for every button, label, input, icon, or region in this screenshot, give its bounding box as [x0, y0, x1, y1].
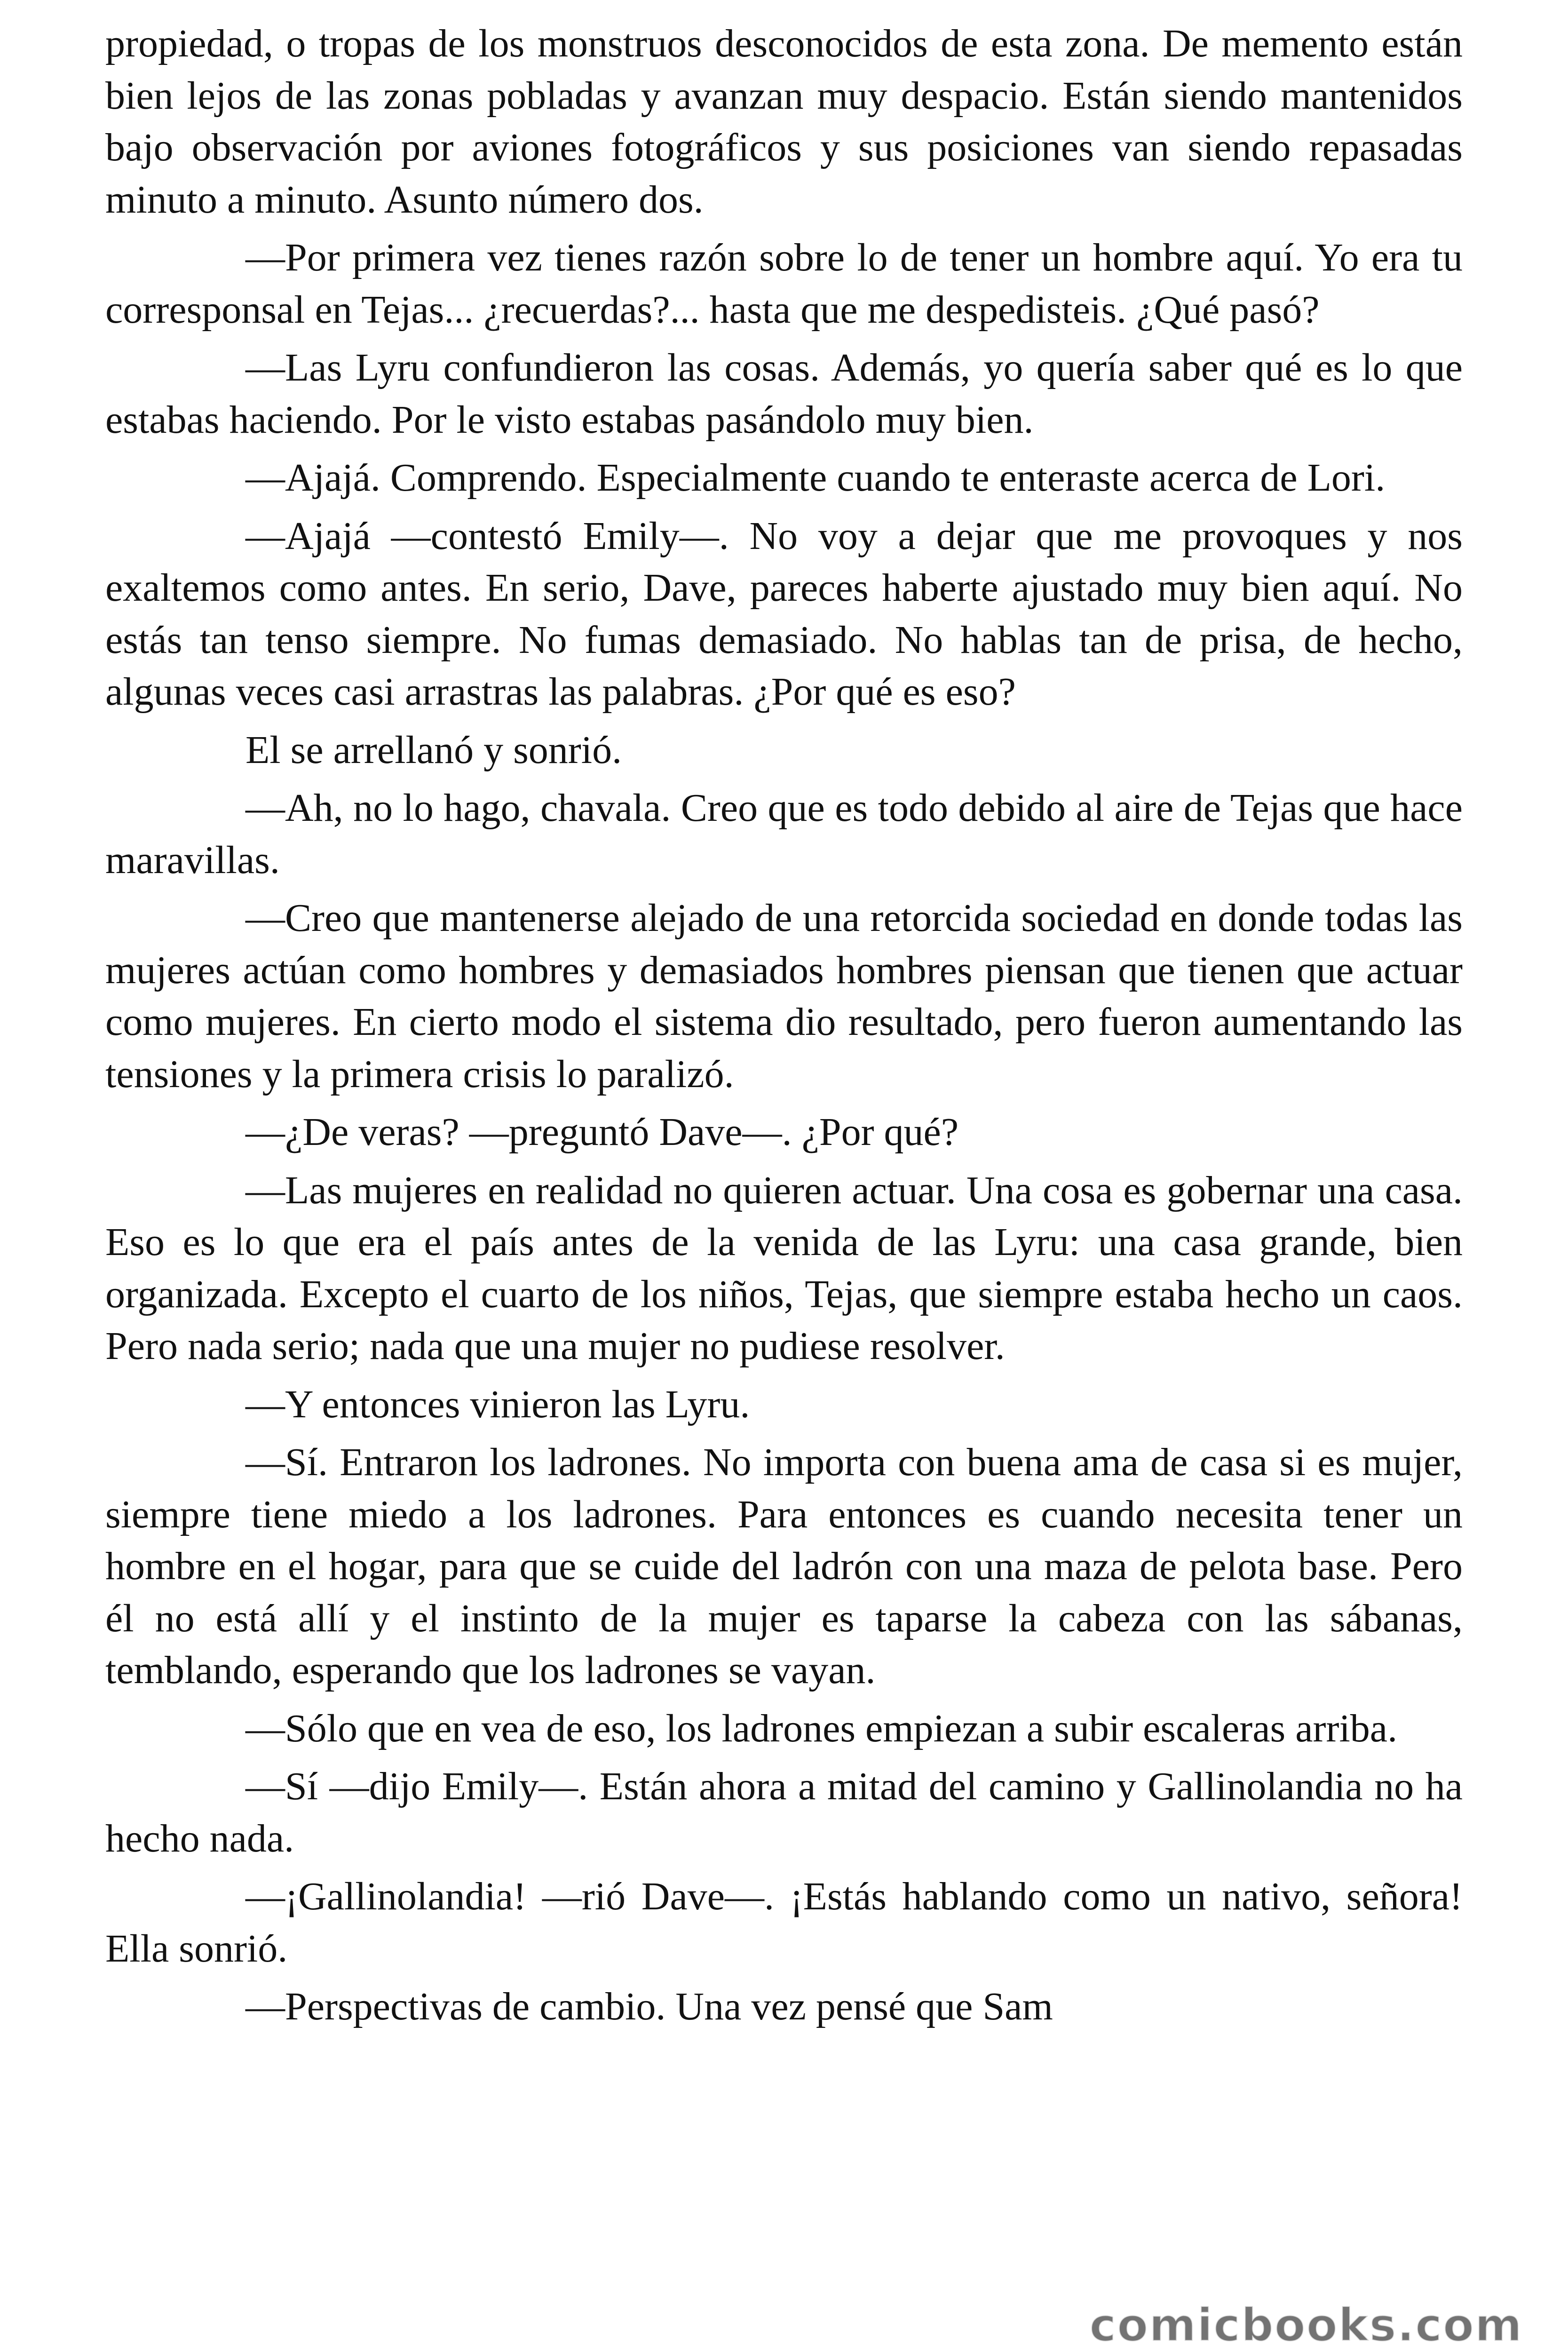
- paragraph-2: —Por primera vez tienes razón sobre lo de tener un hombre aquí. Yo era tu corresponsal en Tejas... ¿recuerdas?... hasta que me despedisteis. ¿Qué pasó?: [105, 236, 1463, 332]
- paragraph-7: —Ah, no lo hago, chavala. Creo que es todo debido al aire de Tejas que hace maravillas.: [105, 786, 1463, 882]
- paragraph-3: —Las Lyru confundieron las cosas. Además, yo quería saber qué es lo que estabas haciendo. Por le visto estabas pasándolo muy bien.: [105, 346, 1463, 442]
- paragraph-5: —Ajajá —contestó Emily—. No voy a dejar que me provoques y nos exaltemos como antes. En serio, Dave, pareces haberte ajustado muy bien aquí. No estás tan tenso siempre. No fumas demasiado. No hablas tan de prisa, de hecho, algunas veces casi arrastras las palabras. ¿Por qué es eso?: [105, 514, 1463, 714]
- paragraph-11: —Y entonces vinieron las Lyru.: [245, 1382, 750, 1426]
- paragraph-14: —Sí —dijo Emily—. Están ahora a mitad del camino y Gallinolandia no ha hecho nada.: [105, 1764, 1463, 1860]
- text-body: [105, 18, 1463, 2039]
- paragraph-8: —Creo que mantenerse alejado de una retorcida sociedad en donde todas las mujeres actúan como hombres y demasiados hombres piensan que tienen que actuar como mujeres. En cierto modo el sistema dio resultado, pero fueron aumentando las tensiones y la primera crisis lo paralizó.: [105, 896, 1463, 1096]
- paragraph-10: —Las mujeres en realidad no quieren actuar. Una cosa es gobernar una casa. Eso es lo que era el país antes de la venida de las Lyru: una casa grande, bien organizada. Excepto el cuarto de los niños, Tejas, que siempre estaba hecho un caos. Pero nada serio; nada que una mujer no pudiese resolver.: [105, 1168, 1463, 1368]
- paragraph-9: —¿De veras? —preguntó Dave—. ¿Por qué?: [245, 1110, 959, 1154]
- paragraph-12: —Sí. Entraron los ladrones. No importa con buena ama de casa si es mujer, siempre tiene miedo a los ladrones. Para entonces es cuando necesita tener un hombre en el hogar, para que se cuide del ladrón con una maza de pelota base. Pero él no está allí y el instinto de la mujer es taparse la cabeza con las sábanas, temblando, esperando que los ladrones se vayan.: [105, 1440, 1463, 1692]
- watermark: comicbooks.com: [1089, 2299, 1523, 2352]
- paragraph-4: —Ajajá. Comprendo. Especialmente cuando te enteraste acerca de Lori.: [245, 456, 1386, 500]
- paragraph-13: —Sólo que en vea de eso, los ladrones empiezan a subir escaleras arriba.: [245, 1706, 1398, 1750]
- paragraph-15: —¡Gallinolandia! —rió Dave—. ¡Estás hablando como un nativo, señora! Ella sonrió.: [105, 1875, 1463, 1971]
- paragraph-16: —Perspectivas de cambio. Una vez pensé que Sam: [245, 1985, 1053, 2028]
- paragraph-6: El se arrellanó y sonrió.: [245, 728, 622, 772]
- paragraph-1: propiedad, o tropas de los monstruos desconocidos de esta zona. De memento están bien lejos de las zonas pobladas y avanzan muy despacio. Están siendo mantenidos bajo observación por aviones fotográficos y sus posiciones van siendo repasadas minuto a minuto. Asunto número dos.: [105, 22, 1463, 222]
